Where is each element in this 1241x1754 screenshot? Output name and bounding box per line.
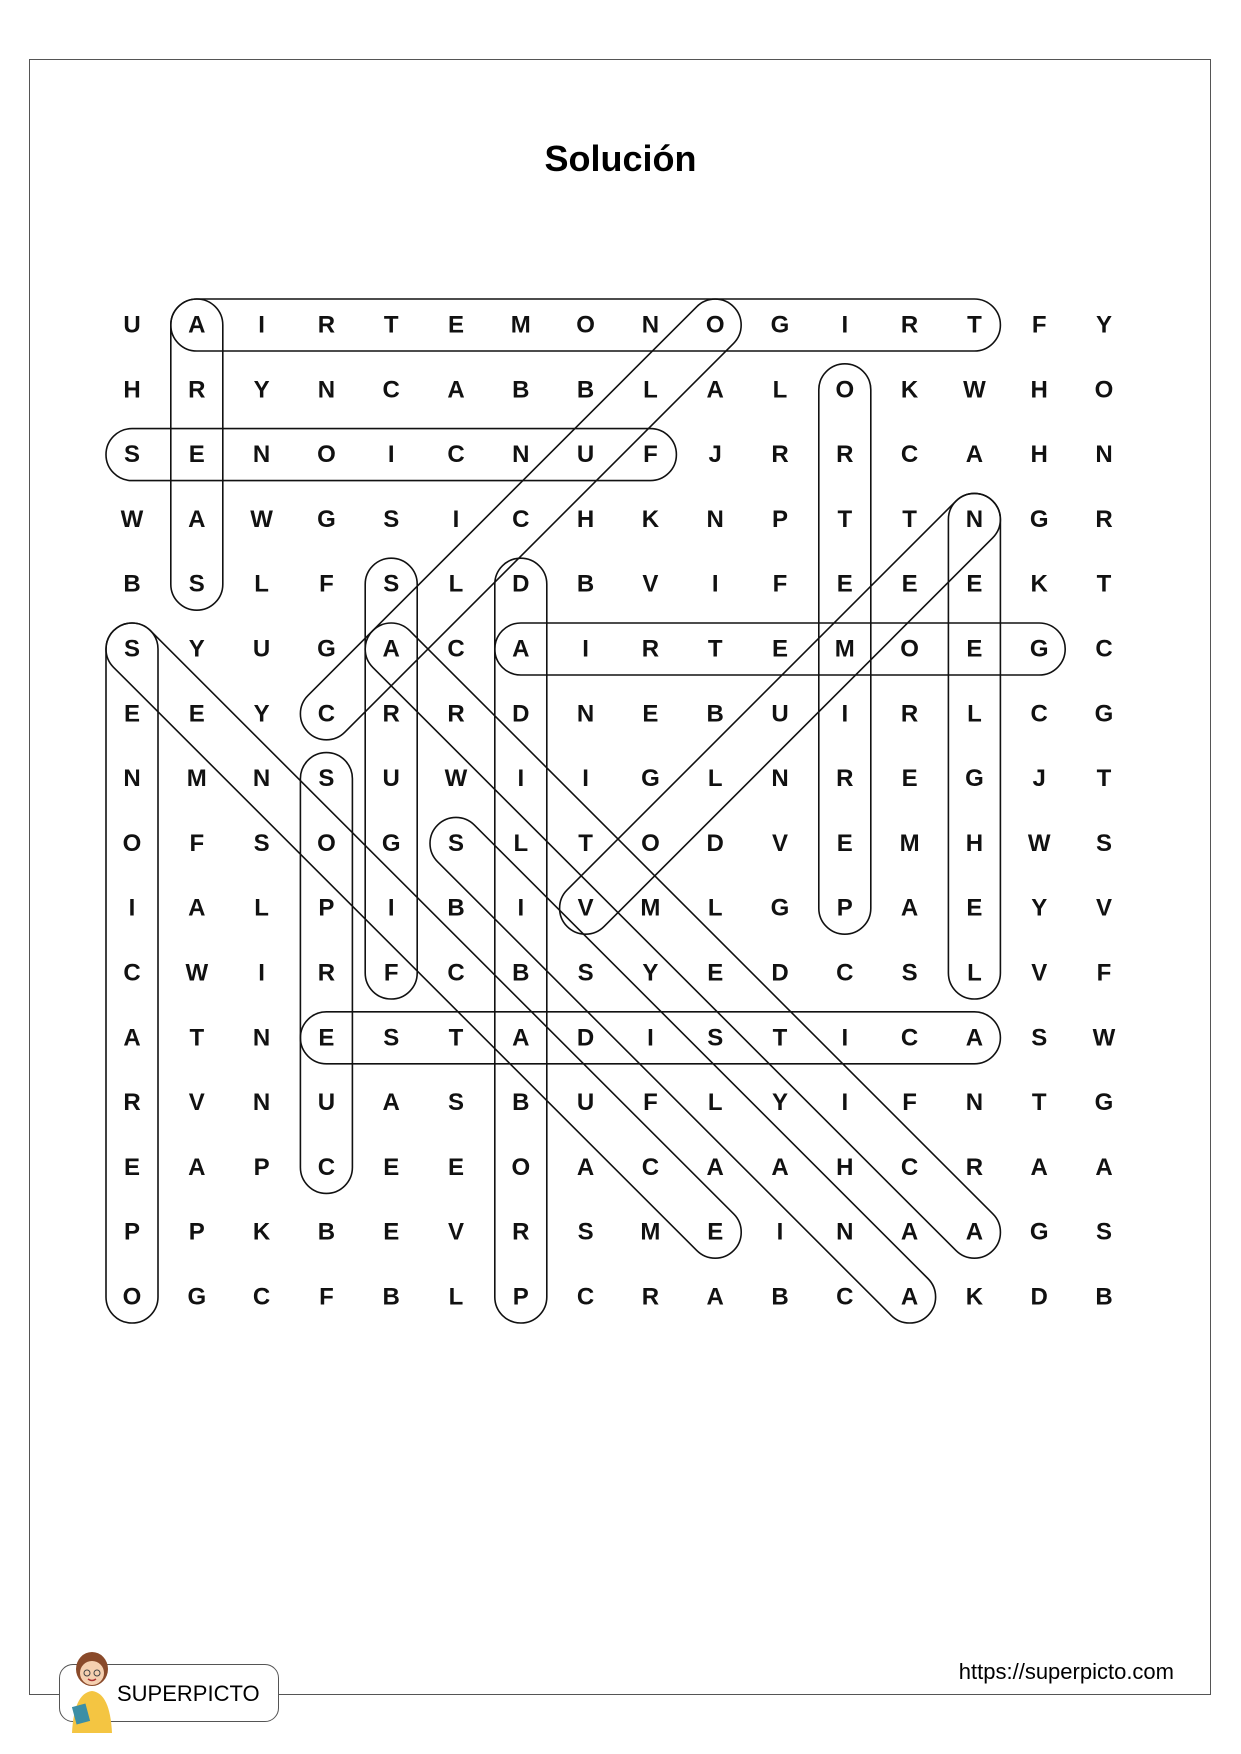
grid-letter: S: [123, 635, 141, 663]
grid-letter: E: [188, 441, 205, 469]
grid-letter: L: [643, 376, 658, 404]
grid-letter: N: [771, 765, 789, 793]
grid-letter: H: [965, 829, 984, 857]
grid-letter: T: [902, 505, 917, 533]
grid-letter: C: [512, 505, 530, 533]
grid-letter: S: [383, 570, 400, 598]
grid-letter: B: [512, 959, 530, 987]
footer-url: https://superpicto.com: [958, 1659, 1174, 1684]
grid-letter: T: [967, 311, 982, 339]
grid-letter: T: [383, 311, 399, 339]
grid-letter: D: [706, 829, 724, 857]
grid-letter: V: [1031, 959, 1048, 987]
grid-letter: E: [966, 570, 983, 598]
grid-letter: S: [123, 441, 141, 469]
grid-letter: D: [1030, 1283, 1048, 1311]
grid-letter: R: [447, 700, 465, 728]
grid-letter: V: [1095, 894, 1113, 922]
grid-letter: O: [511, 1153, 531, 1181]
superpicto-badge: [59, 1664, 279, 1722]
grid-letter: B: [576, 376, 595, 404]
grid-letter: I: [128, 894, 136, 922]
grid-letter: S: [1095, 1218, 1113, 1246]
grid-letter: A: [706, 1153, 724, 1181]
grid-letter: S: [901, 959, 918, 987]
grid-letter: I: [647, 1024, 654, 1052]
grid-letter: Y: [642, 959, 659, 987]
grid-letter: M: [899, 829, 920, 857]
grid-letter: L: [707, 1089, 723, 1117]
grid-letter: A: [965, 1024, 984, 1052]
grid-letter: B: [447, 894, 465, 922]
grid-letter: W: [963, 376, 986, 404]
grid-letter: R: [836, 441, 854, 469]
grid-letter: A: [512, 635, 530, 663]
grid-letter: I: [841, 700, 849, 728]
grid-letter: B: [512, 1089, 530, 1117]
grid-letter: S: [1095, 829, 1113, 857]
grid-letter: C: [1030, 700, 1048, 728]
grid-letter: A: [1095, 1153, 1113, 1181]
grid-letter: T: [189, 1024, 205, 1052]
grid-letter: L: [513, 829, 529, 857]
grid-letter: G: [641, 765, 660, 793]
grid-letter: T: [578, 829, 593, 857]
grid-letter: C: [1095, 635, 1113, 663]
grid-letter: A: [188, 1153, 206, 1181]
grid-letter: F: [1096, 959, 1112, 987]
grid-letter: Y: [188, 635, 205, 663]
grid-letter: E: [447, 1153, 465, 1181]
grid-letter: C: [836, 959, 854, 987]
grid-letter: I: [841, 1024, 849, 1052]
grid-letter: U: [252, 635, 271, 663]
grid-letter: C: [900, 1153, 919, 1181]
grid-letter: B: [1095, 1283, 1113, 1311]
grid-letter: O: [900, 635, 919, 663]
grid-letter: R: [641, 1283, 660, 1311]
grid-letter: N: [252, 1024, 271, 1052]
grid-letter: Y: [1031, 894, 1048, 922]
grid-letter: P: [253, 1153, 270, 1181]
grid-letter: T: [772, 1024, 788, 1052]
grid-letter: N: [252, 765, 271, 793]
grid-letter: G: [1094, 1089, 1114, 1117]
grid-letter: F: [772, 570, 788, 598]
grid-letter: A: [965, 1218, 984, 1246]
grid-letter: R: [1095, 505, 1113, 533]
grid-letter: B: [123, 570, 141, 598]
grid-letter: E: [901, 765, 918, 793]
grid-letter: N: [252, 441, 271, 469]
grid-letter: P: [836, 894, 853, 922]
grid-letter: W: [185, 959, 209, 987]
grid-letter: I: [517, 894, 525, 922]
grid-letter: G: [317, 635, 336, 663]
grid-letter: I: [841, 1089, 849, 1117]
grid-letter: G: [1029, 1218, 1049, 1246]
grid-letter: R: [836, 765, 854, 793]
grid-letter: N: [317, 376, 336, 404]
grid-letter: R: [771, 441, 789, 469]
grid-letter: N: [706, 505, 724, 533]
grid-letter: U: [123, 311, 141, 339]
grid-letter: G: [317, 505, 336, 533]
grid-letter: V: [447, 1218, 465, 1246]
grid-letter: F: [383, 959, 399, 987]
grid-letter: L: [967, 700, 982, 728]
grid-letter: G: [381, 829, 401, 857]
grid-letter: E: [836, 829, 853, 857]
grid-letter: A: [706, 1283, 724, 1311]
grid-letter: E: [901, 570, 918, 598]
grid-letter: B: [382, 1283, 400, 1311]
grid-letter: A: [382, 1089, 400, 1117]
grid-letter: S: [383, 1024, 400, 1052]
grid-letter: A: [188, 505, 206, 533]
grid-letter: L: [967, 959, 982, 987]
grid-letter: U: [576, 441, 595, 469]
grid-letter: C: [900, 1024, 919, 1052]
grid-letter: I: [517, 765, 525, 793]
grid-letter: O: [317, 441, 336, 469]
grid-letter: G: [1094, 700, 1114, 728]
grid-letter: T: [707, 635, 723, 663]
grid-letter: O: [705, 311, 725, 339]
grid-letter: F: [1031, 311, 1047, 339]
grid-letter: A: [900, 1283, 919, 1311]
grid-letter: V: [771, 829, 789, 857]
grid-letter: G: [770, 894, 790, 922]
grid-letter: A: [188, 894, 206, 922]
grid-letter: N: [641, 311, 660, 339]
grid-letter: B: [706, 700, 724, 728]
grid-letter: W: [1027, 829, 1051, 857]
grid-letter: R: [188, 376, 206, 404]
grid-letter: H: [1030, 441, 1048, 469]
grid-letter: C: [252, 1283, 271, 1311]
grid-letter: R: [900, 311, 919, 339]
grid-letter: E: [318, 1024, 335, 1052]
grid-letter: A: [447, 376, 465, 404]
grid-letter: A: [771, 1153, 789, 1181]
grid-letter: N: [965, 1089, 984, 1117]
grid-letter: W: [120, 505, 144, 533]
grid-letter: C: [447, 635, 465, 663]
grid-letter: S: [447, 829, 465, 857]
grid-letter: F: [643, 1089, 658, 1117]
grid-letter: W: [1092, 1024, 1116, 1052]
grid-letter: C: [836, 1283, 854, 1311]
grid-letter: S: [253, 829, 270, 857]
grid-letter: S: [318, 765, 335, 793]
grid-letter: P: [512, 1283, 529, 1311]
grid-letter: C: [447, 959, 465, 987]
grid-letter: I: [258, 311, 265, 339]
grid-letter: O: [1094, 376, 1114, 404]
grid-letter: O: [317, 829, 336, 857]
grid-letter: A: [1030, 1153, 1048, 1181]
grid-letter: O: [122, 829, 142, 857]
grid-letter: S: [1031, 1024, 1048, 1052]
grid-letter: Y: [253, 700, 270, 728]
grid-letter: E: [707, 1218, 724, 1246]
grid-letter: R: [641, 635, 660, 663]
grid-letter: L: [772, 376, 788, 404]
solution-highlight: [495, 558, 547, 1323]
grid-letter: K: [252, 1218, 271, 1246]
grid-letter: A: [382, 635, 400, 663]
grid-letter: R: [512, 1218, 530, 1246]
grid-letter: P: [123, 1218, 141, 1246]
grid-letter: A: [576, 1153, 595, 1181]
grid-letter: Y: [253, 376, 270, 404]
grid-letter: I: [387, 441, 395, 469]
grid-letter: I: [452, 505, 460, 533]
grid-letter: G: [1029, 505, 1049, 533]
grid-letter: I: [841, 311, 849, 339]
grid-letter: E: [966, 635, 983, 663]
grid-letter: C: [641, 1153, 660, 1181]
brand-label: SUPERPICTO: [117, 1681, 260, 1706]
grid-letter: T: [1096, 765, 1112, 793]
grid-letter: E: [707, 959, 724, 987]
grid-letter: S: [577, 1218, 594, 1246]
grid-letter: E: [383, 1218, 400, 1246]
grid-letter: T: [1096, 570, 1112, 598]
grid-letter: A: [123, 1024, 141, 1052]
grid-letter: A: [188, 311, 206, 339]
grid-letter: C: [317, 1153, 336, 1181]
grid-letter: K: [900, 376, 919, 404]
grid-letters: [121, 312, 1116, 1311]
grid-letter: K: [641, 505, 660, 533]
grid-letter: C: [317, 700, 336, 728]
grid-letter: E: [123, 1153, 141, 1181]
grid-letter: M: [186, 765, 207, 793]
grid-letter: A: [512, 1024, 530, 1052]
grid-letter: M: [510, 311, 531, 339]
grid-letter: F: [902, 1089, 917, 1117]
grid-letter: A: [900, 894, 919, 922]
grid-letter: D: [512, 570, 530, 598]
grid-letter: N: [252, 1089, 271, 1117]
page-title: Solución: [544, 138, 697, 179]
grid-letter: R: [317, 959, 336, 987]
grid-letter: R: [900, 700, 919, 728]
grid-letter: E: [966, 894, 983, 922]
grid-letter: F: [643, 441, 658, 469]
grid-letter: T: [1031, 1089, 1047, 1117]
grid-letter: B: [771, 1283, 789, 1311]
grid-letter: C: [576, 1283, 595, 1311]
grid-letter: M: [834, 635, 855, 663]
grid-letter: C: [447, 441, 465, 469]
grid-letter: M: [640, 894, 661, 922]
grid-letter: B: [317, 1218, 336, 1246]
grid-letter: R: [317, 311, 336, 339]
grid-letter: L: [254, 570, 269, 598]
grid-letter: F: [319, 570, 334, 598]
grid-letter: C: [123, 959, 141, 987]
grid-letter: Y: [771, 1089, 789, 1117]
grid-letter: S: [188, 570, 205, 598]
grid-letter: V: [642, 570, 659, 598]
grid-letter: D: [771, 959, 789, 987]
grid-letter: A: [900, 1218, 919, 1246]
solution-highlight: [419, 807, 946, 1334]
grid-letter: H: [123, 376, 141, 404]
grid-letter: N: [1095, 441, 1113, 469]
grid-letter: V: [188, 1089, 205, 1117]
grid-letter: R: [382, 700, 400, 728]
grid-letter: J: [1032, 765, 1046, 793]
grid-letter: K: [1030, 570, 1048, 598]
grid-letter: E: [836, 570, 853, 598]
grid-letter: G: [965, 765, 984, 793]
grid-letter: N: [123, 765, 141, 793]
grid-letter: C: [900, 441, 919, 469]
grid-letter: U: [382, 765, 400, 793]
grid-letter: R: [965, 1153, 984, 1181]
grid-letter: L: [707, 894, 723, 922]
grid-letter: G: [770, 311, 790, 339]
grid-letter: L: [707, 765, 723, 793]
grid-letter: D: [512, 700, 530, 728]
grid-letter: J: [708, 441, 722, 469]
grid-letter: T: [448, 1024, 464, 1052]
grid-letter: G: [187, 1283, 207, 1311]
grid-letter: H: [1030, 376, 1048, 404]
teacher-mascot-icon: [60, 1649, 124, 1733]
grid-letter: C: [382, 376, 400, 404]
grid-letter: N: [576, 700, 595, 728]
grid-letter: P: [188, 1218, 205, 1246]
grid-letter: U: [771, 700, 789, 728]
grid-letter: Y: [1095, 311, 1113, 339]
grid-letter: E: [771, 635, 789, 663]
grid-letter: G: [1029, 635, 1049, 663]
grid-letter: I: [258, 959, 265, 987]
grid-letter: A: [706, 376, 724, 404]
grid-letter: N: [965, 505, 984, 533]
grid-letter: T: [837, 505, 853, 533]
grid-letter: U: [576, 1089, 595, 1117]
grid-letter: S: [577, 959, 594, 987]
grid-letter: E: [383, 1153, 400, 1181]
grid-letter: B: [512, 376, 530, 404]
grid-letter: P: [318, 894, 335, 922]
grid-letter: I: [582, 635, 589, 663]
solution-highlight: [948, 493, 1000, 999]
grid-letter: D: [576, 1024, 595, 1052]
grid-letter: N: [836, 1218, 854, 1246]
grid-letter: R: [123, 1089, 141, 1117]
grid-letter: O: [122, 1283, 142, 1311]
grid-letter: E: [447, 311, 465, 339]
grid-letter: O: [576, 311, 595, 339]
grid-letter: P: [771, 505, 789, 533]
grid-letter: S: [707, 1024, 724, 1052]
grid-letter: S: [383, 505, 400, 533]
grid-letter: W: [444, 765, 468, 793]
grid-letter: E: [188, 700, 205, 728]
grid-letter: A: [965, 441, 984, 469]
grid-letter: I: [582, 765, 589, 793]
grid-letter: L: [448, 1283, 464, 1311]
grid-letter: H: [576, 505, 595, 533]
grid-letter: N: [512, 441, 530, 469]
grid-letter: L: [448, 570, 464, 598]
grid-letter: I: [776, 1218, 784, 1246]
grid-letter: O: [835, 376, 855, 404]
grid-letter: M: [640, 1218, 661, 1246]
grid-letter: E: [123, 700, 141, 728]
grid-letter: H: [836, 1153, 854, 1181]
grid-letter: F: [189, 829, 205, 857]
grid-letter: S: [447, 1089, 465, 1117]
grid-letter: L: [254, 894, 269, 922]
grid-letter: V: [577, 894, 594, 922]
grid-letter: I: [711, 570, 719, 598]
grid-letter: W: [250, 505, 273, 533]
grid-letter: K: [965, 1283, 984, 1311]
grid-letter: U: [317, 1089, 336, 1117]
grid-letter: E: [642, 700, 659, 728]
grid-letter: F: [319, 1283, 334, 1311]
grid-letter: O: [641, 829, 660, 857]
grid-letter: I: [387, 894, 395, 922]
grid-letter: B: [576, 570, 595, 598]
